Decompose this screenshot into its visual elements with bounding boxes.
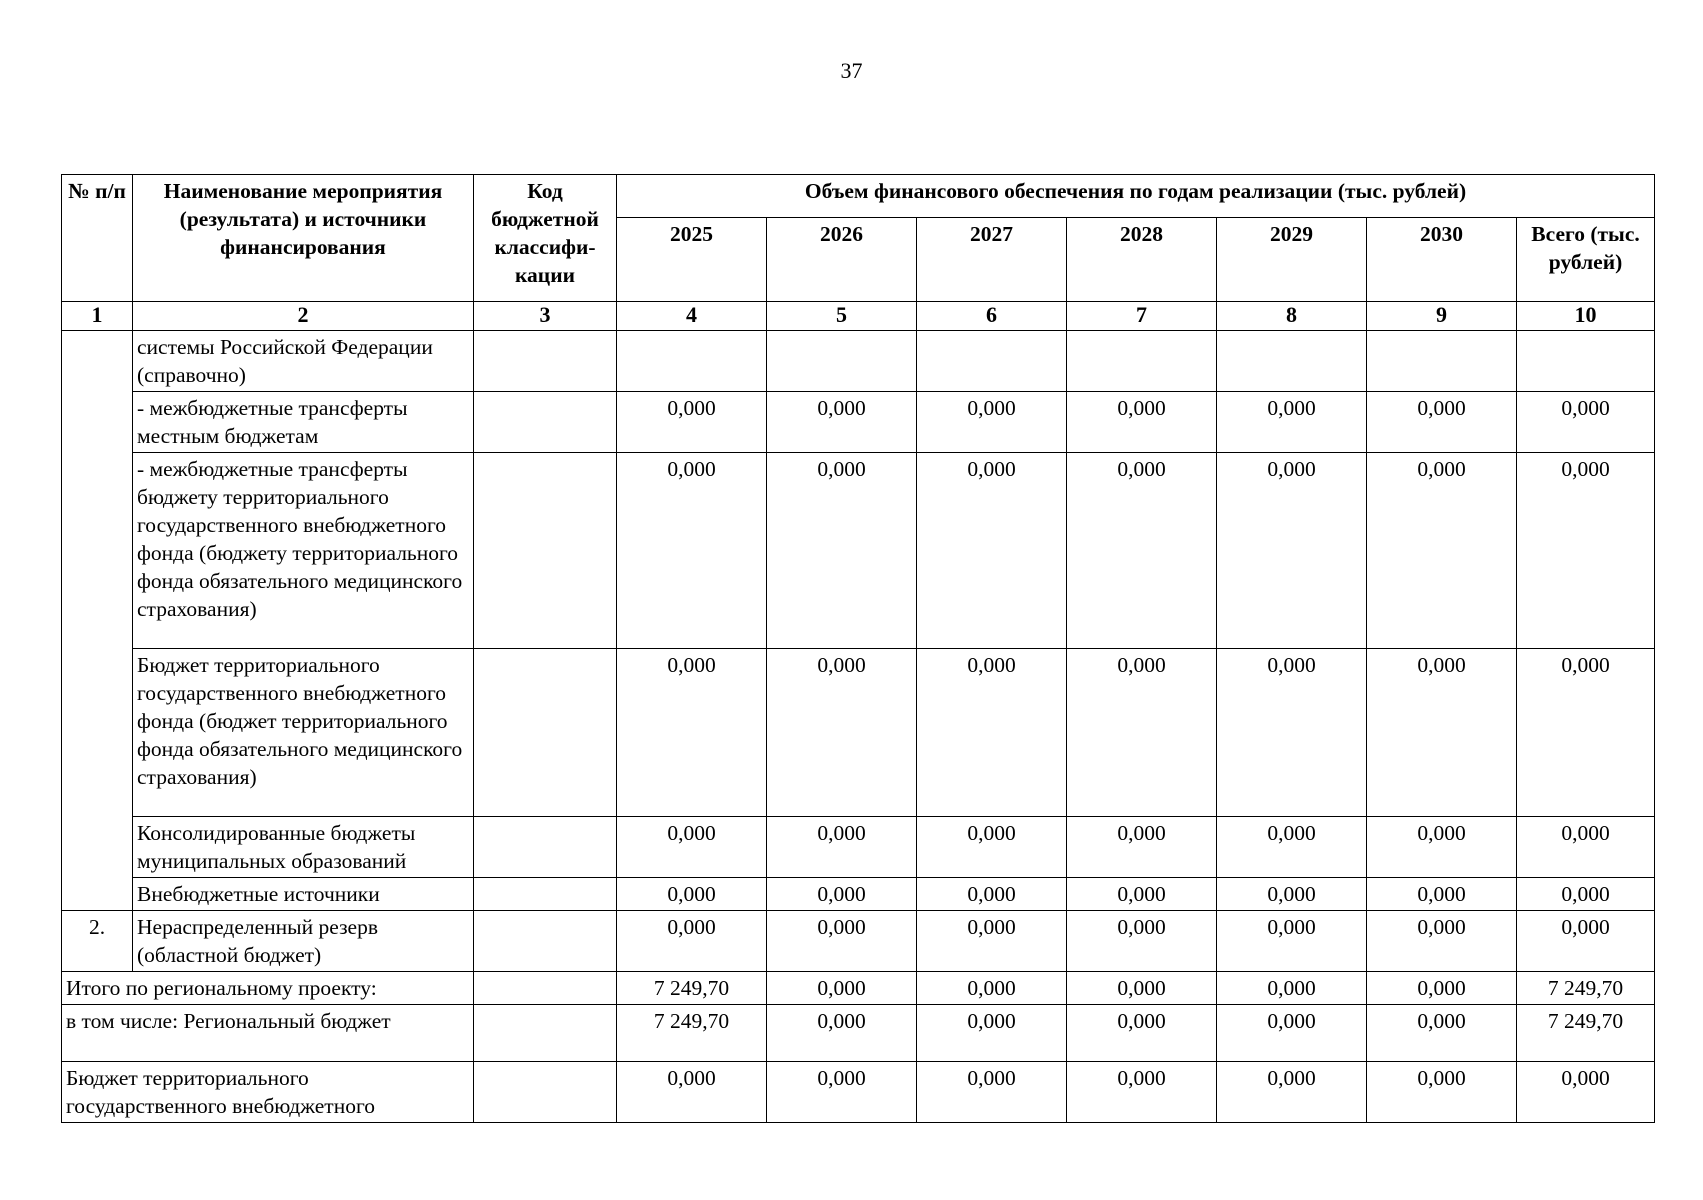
value-cell: 0,000 xyxy=(1517,453,1655,649)
value-cell xyxy=(917,331,1067,392)
index-cell: 10 xyxy=(1517,302,1655,331)
index-cell: 8 xyxy=(1217,302,1367,331)
value-cell: 0,000 xyxy=(617,911,767,972)
value-cell: 0,000 xyxy=(617,392,767,453)
value-cell: 7 249,70 xyxy=(1517,1005,1655,1062)
row-number: 2. xyxy=(62,911,133,972)
value-cell: 0,000 xyxy=(617,453,767,649)
index-row xyxy=(62,302,1655,331)
value-cell: 0,000 xyxy=(1517,392,1655,453)
value-cell: 0,000 xyxy=(1217,911,1367,972)
value-cell: 0,000 xyxy=(1067,649,1217,817)
financing-table xyxy=(61,174,1655,1123)
value-cell: 0,000 xyxy=(1067,392,1217,453)
value-cell: 0,000 xyxy=(767,392,917,453)
total-row xyxy=(62,1062,1655,1123)
table-row xyxy=(62,817,1655,878)
value-cell: 0,000 xyxy=(917,878,1067,911)
total-label: в том числе: Региональный бюджет xyxy=(62,1005,474,1062)
value-cell: 0,000 xyxy=(767,453,917,649)
index-cell: 4 xyxy=(617,302,767,331)
table-row xyxy=(62,878,1655,911)
code-cell xyxy=(474,911,617,972)
value-cell: 7 249,70 xyxy=(617,972,767,1005)
table-row xyxy=(62,453,1655,649)
code-cell xyxy=(474,1005,617,1062)
table-row xyxy=(62,392,1655,453)
total-label: Итого по региональному проекту: xyxy=(62,972,474,1005)
value-cell: 0,000 xyxy=(917,1005,1067,1062)
header-total: Всего (тыс. рублей) xyxy=(1517,218,1655,302)
total-label: Бюджет территориального государственного внебюджетного xyxy=(62,1062,474,1123)
code-cell xyxy=(474,331,617,392)
value-cell xyxy=(767,331,917,392)
value-cell: 0,000 xyxy=(1517,1062,1655,1123)
value-cell: 0,000 xyxy=(1367,911,1517,972)
code-cell xyxy=(474,878,617,911)
index-cell: 1 xyxy=(62,302,133,331)
value-cell: 0,000 xyxy=(1217,649,1367,817)
value-cell: 0,000 xyxy=(1517,878,1655,911)
header-num: № п/п xyxy=(62,175,133,302)
value-cell xyxy=(1217,331,1367,392)
code-cell xyxy=(474,453,617,649)
index-cell: 3 xyxy=(474,302,617,331)
row-name: - межбюджетные трансферты бюджету территориального государственного внебюджетного фонда (бюджету территориального фонда обязательного медицинского страхования) xyxy=(133,453,474,649)
value-cell: 7 249,70 xyxy=(1517,972,1655,1005)
value-cell: 0,000 xyxy=(917,972,1067,1005)
value-cell: 0,000 xyxy=(1367,392,1517,453)
table-row xyxy=(62,911,1655,972)
value-cell: 0,000 xyxy=(1067,878,1217,911)
value-cell: 0,000 xyxy=(767,878,917,911)
value-cell: 0,000 xyxy=(1367,878,1517,911)
value-cell: 0,000 xyxy=(617,817,767,878)
code-cell xyxy=(474,972,617,1005)
header-year: 2029 xyxy=(1217,218,1367,302)
value-cell xyxy=(1067,331,1217,392)
value-cell: 0,000 xyxy=(1517,817,1655,878)
value-cell: 0,000 xyxy=(1217,1062,1367,1123)
value-cell: 0,000 xyxy=(1367,1005,1517,1062)
header-name: Наименование мероприятия (результата) и источники финансирования xyxy=(133,175,474,302)
row-name: Внебюджетные источники xyxy=(133,878,474,911)
row-name: - межбюджетные трансферты местным бюджетам xyxy=(133,392,474,453)
value-cell: 0,000 xyxy=(617,649,767,817)
index-cell: 6 xyxy=(917,302,1067,331)
total-row xyxy=(62,1005,1655,1062)
value-cell: 0,000 xyxy=(1367,817,1517,878)
value-cell: 0,000 xyxy=(767,817,917,878)
value-cell: 0,000 xyxy=(917,817,1067,878)
value-cell: 0,000 xyxy=(1517,911,1655,972)
value-cell: 0,000 xyxy=(1067,911,1217,972)
value-cell: 0,000 xyxy=(767,972,917,1005)
value-cell: 0,000 xyxy=(1217,972,1367,1005)
table-row xyxy=(62,649,1655,817)
table-row xyxy=(62,331,1655,392)
header-year: 2030 xyxy=(1367,218,1517,302)
value-cell: 0,000 xyxy=(917,392,1067,453)
header-row-1 xyxy=(62,175,1655,218)
header-year: 2026 xyxy=(767,218,917,302)
index-cell: 2 xyxy=(133,302,474,331)
value-cell xyxy=(617,331,767,392)
value-cell: 0,000 xyxy=(767,649,917,817)
value-cell: 0,000 xyxy=(917,649,1067,817)
page-number: 37 xyxy=(840,58,863,83)
value-cell: 0,000 xyxy=(917,911,1067,972)
index-cell: 9 xyxy=(1367,302,1517,331)
value-cell: 0,000 xyxy=(767,1005,917,1062)
row-num-cell xyxy=(62,331,133,911)
code-cell xyxy=(474,817,617,878)
row-name: Бюджет территориального государственного внебюджетного фонда (бюджет территориального фонда обязательного медицинского страхования) xyxy=(133,649,474,817)
code-cell xyxy=(474,649,617,817)
value-cell: 0,000 xyxy=(917,1062,1067,1123)
value-cell: 0,000 xyxy=(1367,453,1517,649)
value-cell: 0,000 xyxy=(1067,1005,1217,1062)
row-name: Консолидированные бюджеты муниципальных образований xyxy=(133,817,474,878)
value-cell: 0,000 xyxy=(1067,817,1217,878)
value-cell: 0,000 xyxy=(1067,972,1217,1005)
row-name: системы Российской Федерации (справочно) xyxy=(133,331,474,392)
value-cell: 0,000 xyxy=(767,911,917,972)
row-name: Нераспределенный резерв (областной бюджет) xyxy=(133,911,474,972)
value-cell: 0,000 xyxy=(1067,453,1217,649)
header-year: 2025 xyxy=(617,218,767,302)
value-cell xyxy=(1517,331,1655,392)
value-cell: 0,000 xyxy=(1067,1062,1217,1123)
code-cell xyxy=(474,392,617,453)
value-cell: 0,000 xyxy=(617,1062,767,1123)
index-cell: 5 xyxy=(767,302,917,331)
value-cell: 0,000 xyxy=(1217,453,1367,649)
value-cell: 0,000 xyxy=(1517,649,1655,817)
value-cell: 0,000 xyxy=(767,1062,917,1123)
value-cell xyxy=(1367,331,1517,392)
value-cell: 7 249,70 xyxy=(617,1005,767,1062)
value-cell: 0,000 xyxy=(917,453,1067,649)
index-cell: 7 xyxy=(1067,302,1217,331)
value-cell: 0,000 xyxy=(1217,878,1367,911)
value-cell: 0,000 xyxy=(1367,649,1517,817)
value-cell: 0,000 xyxy=(1217,817,1367,878)
header-code: Код бюджетной классифи- кации xyxy=(474,175,617,302)
code-cell xyxy=(474,1062,617,1123)
header-year: 2028 xyxy=(1067,218,1217,302)
value-cell: 0,000 xyxy=(1367,1062,1517,1123)
value-cell: 0,000 xyxy=(1217,1005,1367,1062)
header-year: 2027 xyxy=(917,218,1067,302)
value-cell: 0,000 xyxy=(1367,972,1517,1005)
total-row xyxy=(62,972,1655,1005)
header-volume: Объем финансового обеспечения по годам реализации (тыс. рублей) xyxy=(617,175,1655,218)
value-cell: 0,000 xyxy=(1217,392,1367,453)
value-cell: 0,000 xyxy=(617,878,767,911)
